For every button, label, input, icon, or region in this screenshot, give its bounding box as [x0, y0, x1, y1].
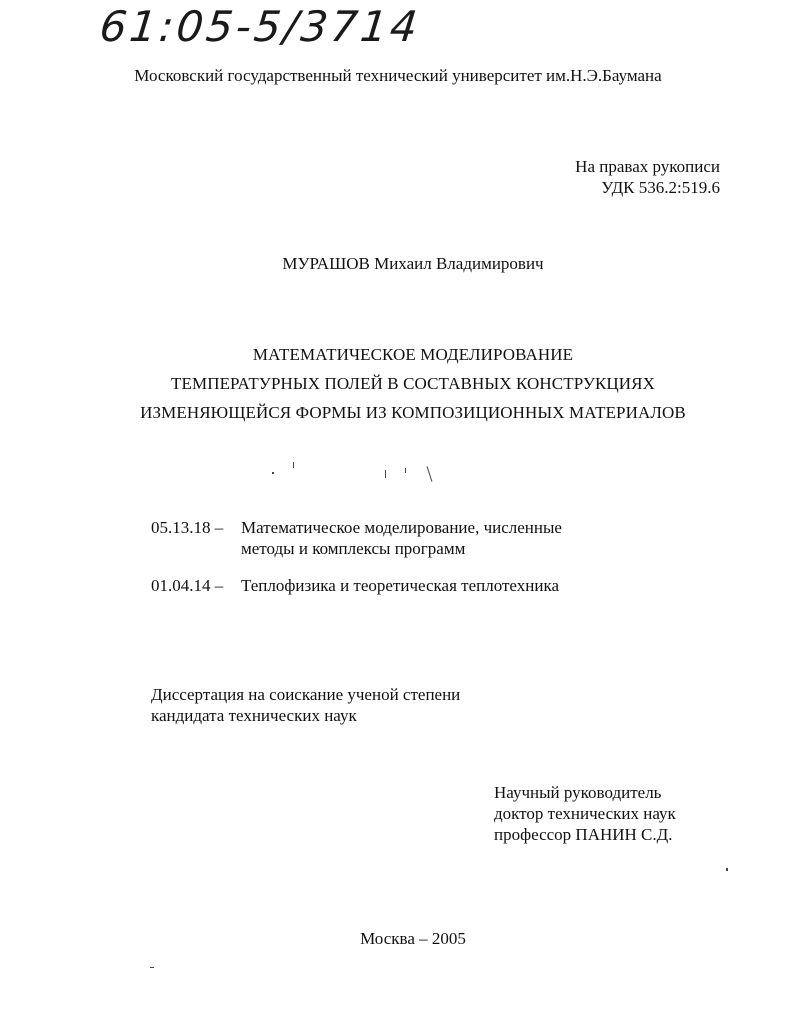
- dissertation-statement: [151, 684, 460, 726]
- university-name: Московский государственный технический университет им.Н.Э.Баумана: [134, 66, 662, 85]
- specialty-code: 05.13.18 –: [151, 518, 224, 537]
- specialty-name: Математическое моделирование, численные методы и комплексы программ: [241, 518, 562, 558]
- title-line-1: МАТЕМАТИЧЕСКОЕ МОДЕЛИРОВАНИЕ: [252, 345, 574, 364]
- dissertation-line-1: Диссертация на соискание ученой степени: [151, 685, 461, 704]
- specialty-name: Теплофизика и теоретическая теплотехника: [241, 576, 559, 595]
- supervisor-name: профессор ПАНИН С.Д.: [494, 825, 673, 844]
- supervisor-degree: доктор технических наук: [494, 804, 676, 823]
- udc-code: УДК 536.2:519.6: [601, 178, 720, 197]
- scan-speck: [726, 868, 728, 871]
- city-year: Москва – 2005: [360, 929, 466, 948]
- title-line-3: ИЗМЕНЯЮЩЕЙСЯ ФОРМЫ ИЗ КОМПОЗИЦИОННЫХ МАТЕРИАЛОВ: [140, 403, 686, 422]
- scan-speck: [150, 967, 154, 968]
- dissertation-line-2: кандидата технических наук: [151, 706, 357, 725]
- handwritten-archive-code: 61:05-5/3714: [97, 2, 423, 51]
- rights-label: На правах рукописи: [575, 157, 720, 176]
- author-name: МУРАШОВ Михаил Владимирович: [282, 254, 544, 273]
- scan-speck: [293, 462, 294, 468]
- specialty-row: [151, 575, 601, 596]
- thesis-title: [0, 340, 796, 427]
- scan-speck: [427, 466, 433, 482]
- scan-speck: [272, 472, 274, 474]
- specialties-list: [151, 517, 601, 612]
- specialty-code: 01.04.14 –: [151, 576, 224, 595]
- scan-speck: [405, 468, 406, 473]
- specialty-row: [151, 517, 601, 559]
- rights-block: [575, 156, 720, 198]
- title-line-2: ТЕМПЕРАТУРНЫХ ПОЛЕЙ В СОСТАВНЫХ КОНСТРУКЦИЯХ: [171, 374, 655, 393]
- supervisor-block: [494, 782, 676, 845]
- scan-speck: [385, 470, 386, 478]
- supervisor-label: Научный руководитель: [494, 783, 662, 802]
